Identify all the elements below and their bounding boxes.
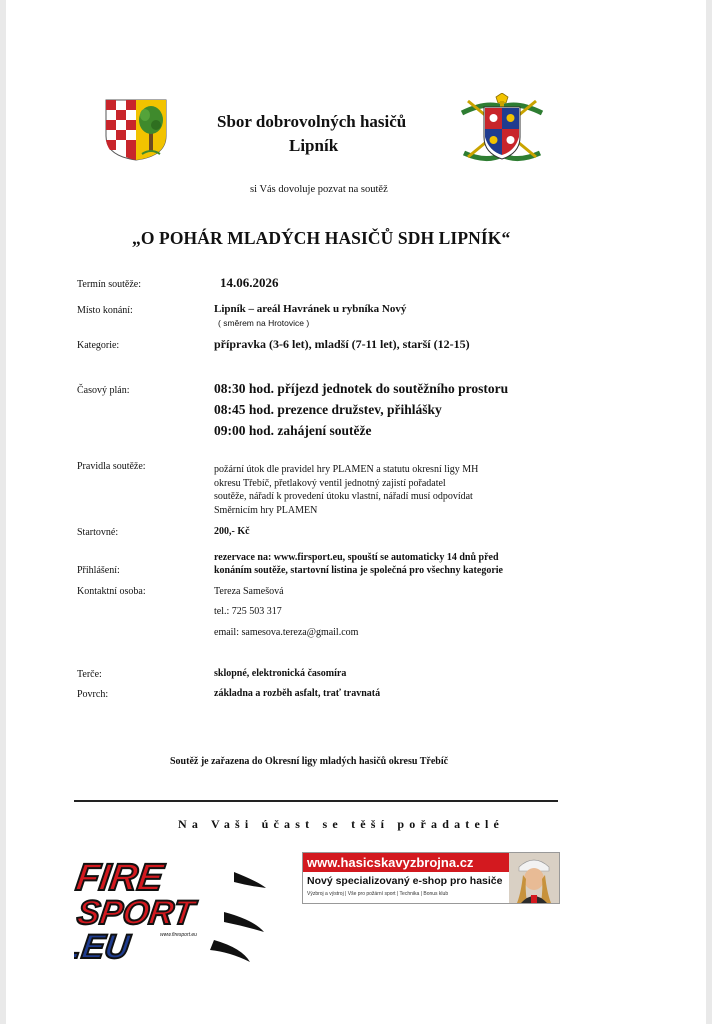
contact-phone: tel.: 725 503 317 bbox=[214, 606, 282, 617]
registration-label: Přihlášení: bbox=[77, 565, 120, 576]
competition-title: „O POHÁR MLADÝCH HASIČŮ SDH LIPNÍK“ bbox=[132, 228, 511, 248]
banner-tagline: Nový specializovaný e-shop pro hasiče bbox=[307, 875, 503, 887]
category-label: Kategorie: bbox=[77, 340, 120, 351]
rules-line: Směrnicím hry PLAMEN bbox=[214, 504, 318, 516]
rules-line: okresu Třebíč, přetlakový ventil jednotný zajistí pořadatel bbox=[214, 477, 446, 489]
fire-brigade-emblem-logo bbox=[456, 93, 548, 165]
place-note: ( směrem na Hrotovice ) bbox=[218, 318, 310, 328]
targets-label: Terče: bbox=[77, 669, 102, 680]
firesport-text-line3: .EU bbox=[74, 928, 132, 966]
league-note: Soutěž je zařazena do Okresní ligy mladých hasičů okresu Třebíč bbox=[170, 756, 449, 767]
registration-line: konáním soutěže, startovní listina je společná pro všechny kategorie bbox=[214, 565, 503, 576]
banner-subtext: Výzbroj a výstroj | Vše pro požární sport | Technika | Bonus klub bbox=[307, 891, 449, 897]
schedule-item: 08:45 hod. prezence družstev, přihlášky bbox=[214, 402, 442, 417]
organization-name bbox=[217, 110, 447, 158]
divider bbox=[74, 800, 558, 802]
fee-value: 200,- Kč bbox=[214, 526, 250, 537]
banner-url: www.hasicskavyzbrojna.cz bbox=[303, 853, 510, 872]
date-value: 14.06.2026 bbox=[220, 275, 279, 290]
firesport-url: www.firesport.eu bbox=[160, 932, 197, 938]
firefighter-photo bbox=[509, 853, 559, 903]
rules-line: soutěže, nářadí k provedení útoku vlastní, nářadí musí odpovídat bbox=[214, 491, 473, 502]
targets-value: sklopné, elektronická časomíra bbox=[214, 668, 347, 679]
firesport-text-line2: SPORT bbox=[74, 894, 197, 932]
schedule-label: Časový plán: bbox=[77, 385, 130, 396]
municipal-coat-of-arms-logo bbox=[104, 98, 168, 162]
rules-label: Pravidla soutěže: bbox=[77, 461, 146, 472]
place-value: Lipník – areál Havránek u rybníka Nový bbox=[214, 303, 407, 315]
firesport-text-line1: FIRE bbox=[74, 856, 166, 899]
firesport-logo-graphic bbox=[74, 852, 269, 966]
registration-text bbox=[214, 551, 544, 577]
fee-label: Startovné: bbox=[77, 527, 119, 538]
category-value: přípravka (3-6 let), mladší (7-11 let), starší (12-15) bbox=[214, 337, 470, 351]
invitation-page bbox=[6, 0, 706, 1024]
schedule-item: 09:00 hod. zahájení soutěže bbox=[214, 423, 372, 438]
invitation-text: si Vás dovoluje pozvat na soutěž bbox=[250, 184, 388, 195]
organization-name-line1: Sbor dobrovolných hasičů bbox=[217, 112, 407, 131]
eshop-banner[interactable] bbox=[302, 852, 560, 904]
organization-name-line2: Lipník bbox=[289, 136, 339, 155]
contact-label: Kontaktní osoba: bbox=[77, 586, 146, 597]
firesport-logo[interactable] bbox=[74, 852, 269, 966]
date-label: Termín soutěže: bbox=[77, 279, 141, 290]
rules-line: požární útok dle pravidel hry PLAMEN a statutu okresní ligy MH bbox=[214, 464, 479, 475]
surface-label: Povrch: bbox=[77, 689, 109, 700]
rules-text bbox=[214, 463, 514, 517]
place-label: Místo konání: bbox=[77, 305, 133, 316]
schedule-item: 08:30 hod. příjezd jednotek do soutěžního prostoru bbox=[214, 381, 509, 396]
contact-name: Tereza Samešová bbox=[214, 586, 284, 597]
registration-line: rezervace na: www.firsport.eu, spouští se automaticky 14 dnů před bbox=[214, 552, 499, 563]
contact-email[interactable]: email: samesova.tereza@gmail.com bbox=[214, 627, 359, 638]
surface-value: základna a rozběh asfalt, trať travnatá bbox=[214, 688, 381, 699]
thanks-text: Na Vaši účast se těší pořadatelé bbox=[178, 817, 505, 831]
